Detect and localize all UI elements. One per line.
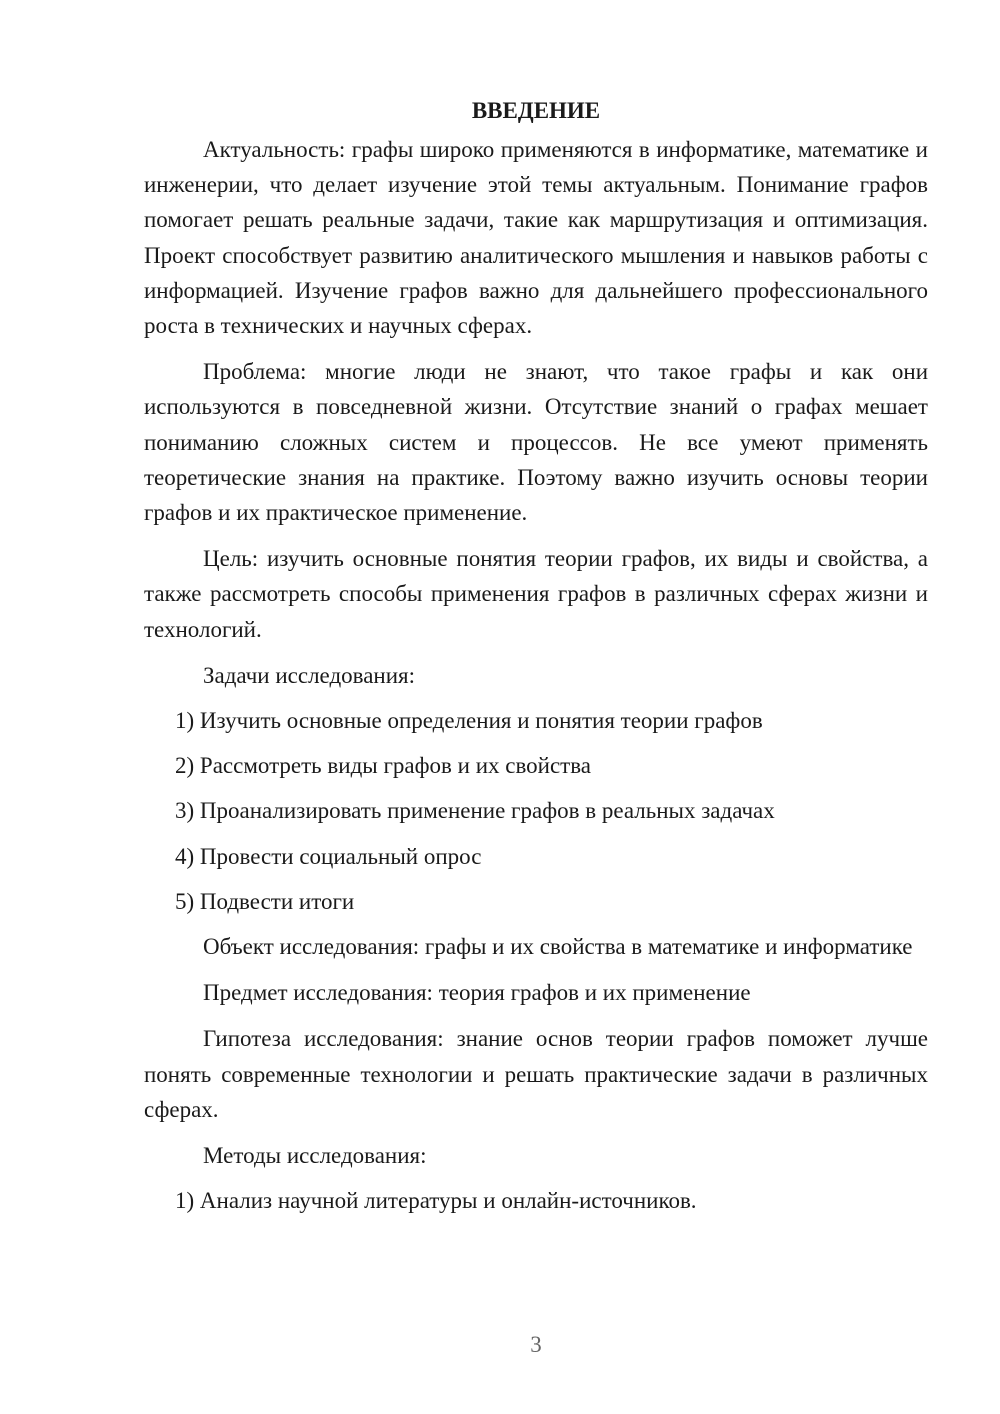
paragraph-relevance: Актуальность: графы широко применяются в информатике, математике и инженерии, что делает изучение этой темы актуальным. Понимание графов помогает решать реальные задачи, такие как маршрутизация и оптимизация. Проект способствует развитию аналитического мышления и навыков работы с информацией. Изучение графов важно для дальнейшего профессионального роста в технических и научных сферах.	[144, 137, 928, 339]
page-content	[144, 93, 928, 1228]
task-item-1: 1) Изучить основные определения и понятия теории графов	[175, 708, 763, 734]
method-item-1: 1) Анализ научной литературы и онлайн-источников.	[175, 1188, 697, 1214]
task-item-3: 3) Проанализировать применение графов в реальных задачах	[175, 798, 775, 824]
task-item-2: 2) Рассмотреть виды графов и их свойства	[175, 753, 591, 779]
paragraph-subject: Предмет исследования: теория графов и их применение	[203, 980, 751, 1006]
page-number: 3	[530, 1332, 542, 1357]
paragraph-hypothesis: Гипотеза исследования: знание основ теории графов поможет лучше понять современные технологии и решать практические задачи в различных сферах.	[144, 1026, 928, 1122]
paragraph-problem: Проблема: многие люди не знают, что такое графы и как они используются в повседневной жизни. Отсутствие знаний о графах мешает пониманию сложных систем и процессов. Не все умеют применять теоретические знания на практике. Поэтому важно изучить основы теории графов и их практическое применение.	[144, 359, 928, 526]
page-title: ВВЕДЕНИЕ	[471, 98, 601, 123]
methods-label: Методы исследования:	[203, 1143, 427, 1169]
task-item-4: 4) Провести социальный опрос	[175, 843, 482, 869]
paragraph-object: Объект исследования: графы и их свойства в математике и информатике	[203, 934, 913, 960]
task-item-5: 5) Подвести итоги	[175, 888, 355, 914]
tasks-label: Задачи исследования:	[203, 662, 416, 688]
paragraph-goal: Цель: изучить основные понятия теории графов, их виды и свойства, а также рассмотреть способы применения графов в различных сферах жизни и технологий.	[144, 546, 928, 642]
